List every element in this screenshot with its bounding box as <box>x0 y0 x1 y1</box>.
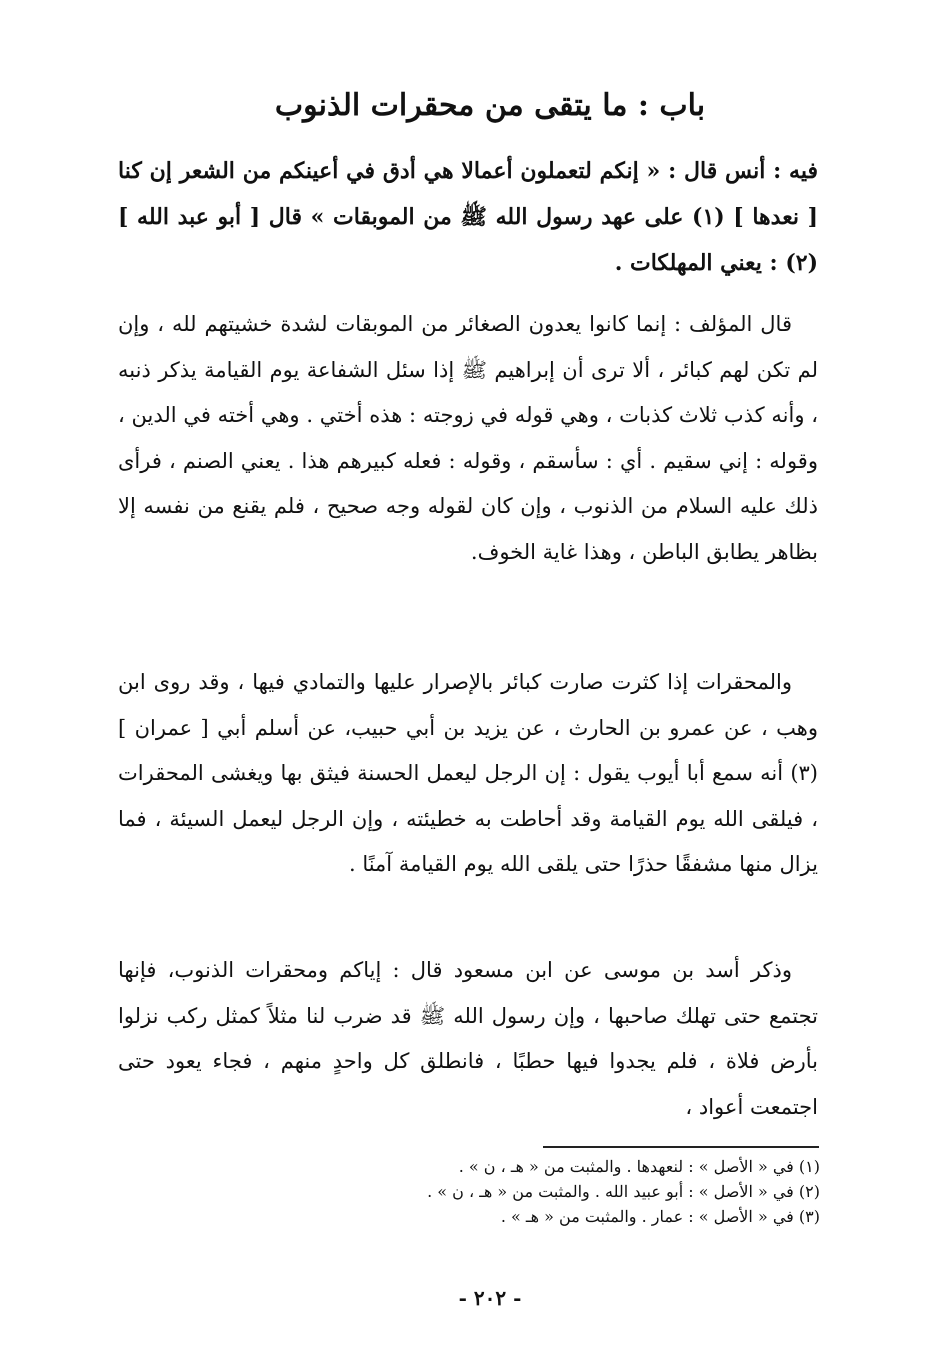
paragraph-text: والمحقرات إذا كثرت صارت كبائر بالإصرار عليها والتمادي فيها ، وقد روى ابن وهب ، عن عمرو بن الحارث ، عن يزيد بن أبي حبيب، عن أسلم أبي [ عمران ] (٣) أنه سمع أبا أيوب يقول : إن الرجل ليعمل الحسنة فيثق بها ويغشى المحقرات ، فيلقى الله يوم القيامة وقد أحاطت به خطيئته ، وإن الرجل ليعمل السيئة ، فما يزال منها مشفقًا حذرًا حتى يلقى الله يوم القيامة آمنًا . <box>118 670 818 876</box>
paragraph-text: قال المؤلف : إنما كانوا يعدون الصغائر من الموبقات لشدة خشيتهم لله ، وإن لم تكن لهم كبائر ، ألا ترى أن إبراهيم ﷺ إذا سئل الشفاعة يوم القيامة يذكر ذنبه ، وأنه كذب ثلاث كذبات ، وهي قوله في زوجته : هذه أختي . وهي أخته في الدين ، وقوله : إني سقيم . أي : سأسقم ، وقوله : فعله كبيرهم هذا . يعني الصنم ، فرأى ذلك عليه السلام من الذنوب ، وإن كان لقوله وجه صحيح ، فلم يقنع من نفسه إلا بظاهر يطابق الباطن ، وهذا غاية الخوف. <box>118 312 818 564</box>
footnote-2: (٢) في « الأصل » : أبو عبيد الله . والمثبت من « هـ ، ن » . <box>427 1182 820 1201</box>
footnote-3: (٣) في « الأصل » : عمار . والمثبت من « هـ » . <box>500 1207 820 1226</box>
commentary-paragraph <box>118 302 818 575</box>
footnotes <box>200 1154 820 1229</box>
page-number: - ٢٠٢ - <box>458 1286 522 1310</box>
footnote-1: (١) في « الأصل » : لنعهدها . والمثبت من « هـ ، ن » . <box>458 1157 820 1176</box>
footnote-divider <box>543 1146 819 1148</box>
hadith-text: فيه : أنس قال : « إنكم لتعملون أعمالا هي أدق في أعينكم من الشعر إن كنا [ نعدها ] (١) على عهد رسول الله ﷺ من الموبقات » قال [ أبو عبد الله ] (٢) : يعني المهلكات . <box>118 158 818 276</box>
chapter-title: باب : ما يتقى من محقرات الذنوب <box>274 88 706 123</box>
paragraph-text: وذكر أسد بن موسى عن ابن مسعود قال : إياكم ومحقرات الذنوب، فإنها تجتمع حتى تهلك صاحبها ، وإن رسول الله ﷺ قد ضرب لنا مثلاً كمثل ركب نزلوا بأرض فلاة ، فلم يجدوا فيها حطبًا ، فانطلق كل واحدٍ منهم ، فجاء يعود حتى اجتمعت أعواد ، <box>118 958 818 1119</box>
narration-paragraph <box>118 948 818 1130</box>
narration-paragraph <box>118 660 818 888</box>
